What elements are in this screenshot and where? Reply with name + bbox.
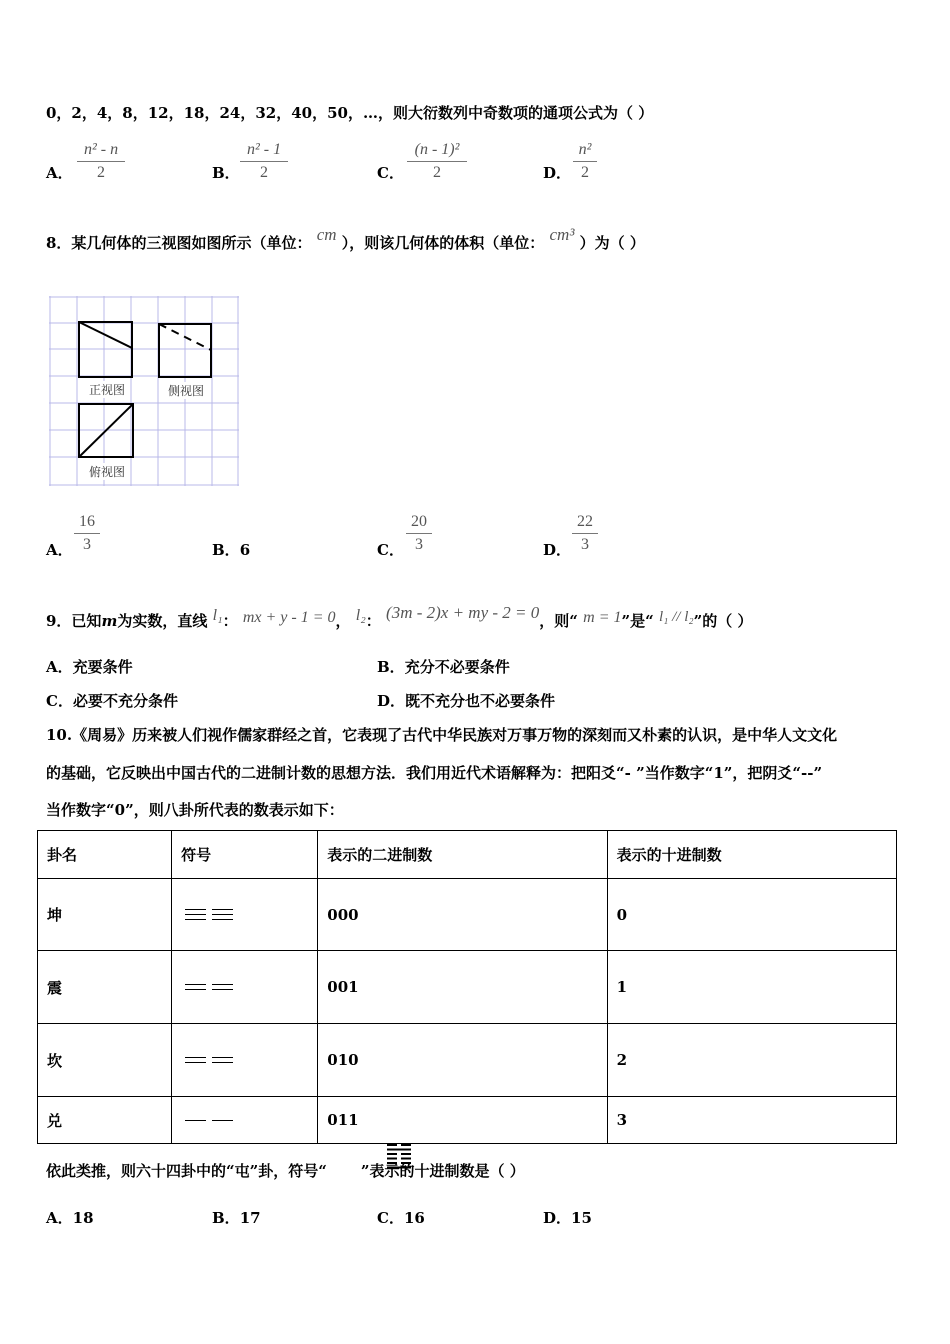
q8-stem-b: ），则该几何体的体积（单位：	[341, 234, 545, 252]
q10-follow-up	[46, 1160, 525, 1181]
fraction-denominator: 2	[97, 164, 105, 181]
option-text: 充分不必要条件	[404, 658, 510, 676]
trigram-name: 震	[38, 951, 172, 1024]
q10-follow-a: 依此类推，则六十四卦中的“屯”卦，符号“	[46, 1162, 327, 1180]
trigram-kan-icon	[172, 1024, 318, 1097]
trigram-decimal: 2	[607, 1024, 896, 1097]
q9-line-l2: l₂	[355, 607, 366, 624]
q8-option-d-fraction	[572, 512, 598, 555]
q8-stem-c: ）为（ ）	[579, 234, 645, 252]
q7-option-c-label: C．	[377, 164, 404, 182]
q10-option-a	[46, 1207, 94, 1228]
q7-option-b-label: B．	[212, 164, 240, 182]
option-label: D．	[543, 1209, 572, 1227]
trigram-dui-icon	[172, 1097, 318, 1144]
table-header-row	[38, 831, 897, 879]
option-text: 16	[403, 1209, 425, 1227]
trigram-decimal: 1	[607, 951, 896, 1024]
option-label: A．	[46, 1209, 73, 1227]
q10-paragraph-line-3: 当作数字“0”，则八卦所代表的数表示如下：	[46, 801, 344, 819]
fraction-denominator: 2	[433, 164, 441, 181]
q8-option-c-fraction	[406, 512, 432, 555]
q10-option-d	[543, 1207, 592, 1228]
q7-option-d-fraction	[573, 140, 597, 183]
q8-option-b	[212, 539, 250, 560]
option-text: 必要不充分条件	[72, 692, 178, 710]
fraction-numerator: 16	[79, 513, 95, 530]
q8-stem	[46, 225, 645, 253]
option-text: 充要条件	[72, 658, 133, 676]
q9-stem	[46, 603, 753, 631]
q9-parallel: l₁ // l₂	[659, 609, 694, 625]
q9-line-l1: l₁	[212, 607, 223, 624]
q7-option-a-label: A．	[46, 164, 73, 182]
q9-option-a	[46, 656, 133, 677]
header-decimal: 表示的十进制数	[607, 831, 896, 879]
q9-stem-c: ，则“	[539, 612, 578, 630]
bagua-table	[37, 830, 897, 1144]
trigram-name: 坎	[38, 1024, 172, 1097]
table-row	[38, 879, 897, 951]
trigram-decimal: 0	[607, 879, 896, 951]
q9-var-m: m	[101, 612, 118, 630]
q10-paragraph-line-1: 10.《周易》历来被人们视作儒家群经之首，它表现了古代中华民族对万事万物的深刻而又朴素的认识，是中华人文文化	[46, 726, 838, 744]
trigram-binary: 010	[318, 1024, 607, 1097]
option-label: B．	[212, 1209, 240, 1227]
q10-option-c	[377, 1207, 425, 1228]
fraction-numerator: n²	[578, 141, 592, 158]
q7-option-a-fraction	[77, 140, 125, 183]
q8-stem-a: 8．某几何体的三视图如图所示（单位：	[46, 234, 312, 252]
q7-option-c-fraction	[407, 140, 467, 183]
front-view-diagonal	[79, 322, 132, 348]
q9-condition: m = 1	[583, 609, 622, 626]
trigram-binary: 001	[318, 951, 607, 1024]
q9-option-d	[377, 690, 555, 711]
q9-equation-1: mx + y - 1 = 0	[242, 609, 336, 626]
three-view-figure	[49, 296, 241, 488]
q9-equation-2: (3m - 2)x + my - 2 = 0	[386, 603, 540, 622]
q8-option-c-label: C．	[377, 541, 404, 559]
q9-option-c	[46, 690, 178, 711]
header-name: 卦名	[38, 831, 172, 879]
trigram-binary: 000	[318, 879, 607, 951]
fraction-numerator: n² - 1	[246, 141, 282, 158]
side-view-label: 侧视图	[168, 384, 205, 398]
fraction-denominator: 3	[83, 536, 91, 553]
q9-comma: ，	[335, 612, 351, 630]
fraction-denominator: 3	[581, 536, 589, 553]
option-text: 既不充分也不必要条件	[405, 692, 556, 710]
q10-follow-b: ”表示的十进制数是（ ）	[360, 1162, 525, 1180]
header-binary: 表示的二进制数	[318, 831, 607, 879]
table-row	[38, 1024, 897, 1097]
option-text: 18	[72, 1209, 94, 1227]
option-label: C．	[377, 1209, 404, 1227]
q8-unit-cm: cm	[316, 225, 337, 244]
fraction-numerator: (n - 1)²	[414, 141, 460, 158]
fraction-numerator: n² - n	[83, 141, 119, 158]
trigram-decimal: 3	[607, 1097, 896, 1144]
q9-stem-d: ”是“	[621, 612, 654, 630]
option-label: D．	[377, 692, 406, 710]
table-row	[38, 951, 897, 1024]
option-label: C．	[46, 692, 73, 710]
q8-option-a-fraction	[74, 512, 100, 555]
q7-option-b-fraction	[240, 140, 288, 183]
fraction-denominator: 2	[581, 164, 589, 181]
trigram-kun-icon	[172, 879, 318, 951]
q9-option-b	[377, 656, 510, 677]
q8-unit-cm3: cm³	[549, 225, 575, 244]
fraction-numerator: 22	[577, 513, 593, 530]
q10-paragraph-line-2: 的基础，它反映出中国古代的二进制计数的思想方法．我们用近代术语解释为：把阳爻“- ”当作数字“1”，把阴爻“--”	[46, 764, 823, 782]
q7-stem: 0，2，4，8，12，18，24，32，40，50，…，则大衍数列中奇数项的通项公式为（ ）	[46, 104, 654, 122]
trigram-name: 坤	[38, 879, 172, 951]
q8-option-b-label: B．	[212, 541, 240, 559]
option-text: 17	[239, 1209, 261, 1227]
fraction-denominator: 2	[260, 164, 268, 181]
option-label: A．	[46, 658, 73, 676]
fraction-denominator: 3	[415, 536, 423, 553]
q7-option-d-label: D．	[543, 164, 572, 182]
hexagram-zhun-icon	[386, 1142, 412, 1172]
fraction-numerator: 20	[411, 513, 427, 530]
q9-stem-a: 9．已知	[46, 612, 102, 630]
q8-option-b-value: 6	[239, 541, 251, 559]
option-label: B．	[377, 658, 405, 676]
option-text: 15	[571, 1209, 592, 1227]
q9-stem-b: 为实数，直线	[117, 612, 208, 630]
table-row	[38, 1097, 897, 1144]
q9-colon-2: ：	[365, 612, 381, 630]
q8-option-a-label: A．	[46, 541, 73, 559]
trigram-binary: 011	[318, 1097, 607, 1144]
q10-option-b	[212, 1207, 261, 1228]
q9-stem-e: ”的（ ）	[693, 612, 753, 630]
q9-colon-1: ：	[222, 612, 238, 630]
trigram-zhen-icon	[172, 951, 318, 1024]
top-view-label: 俯视图	[89, 465, 126, 479]
front-view-label: 正视图	[89, 383, 126, 397]
trigram-name: 兑	[38, 1097, 172, 1144]
q8-option-d-label: D．	[543, 541, 572, 559]
header-symbol: 符号	[172, 831, 318, 879]
